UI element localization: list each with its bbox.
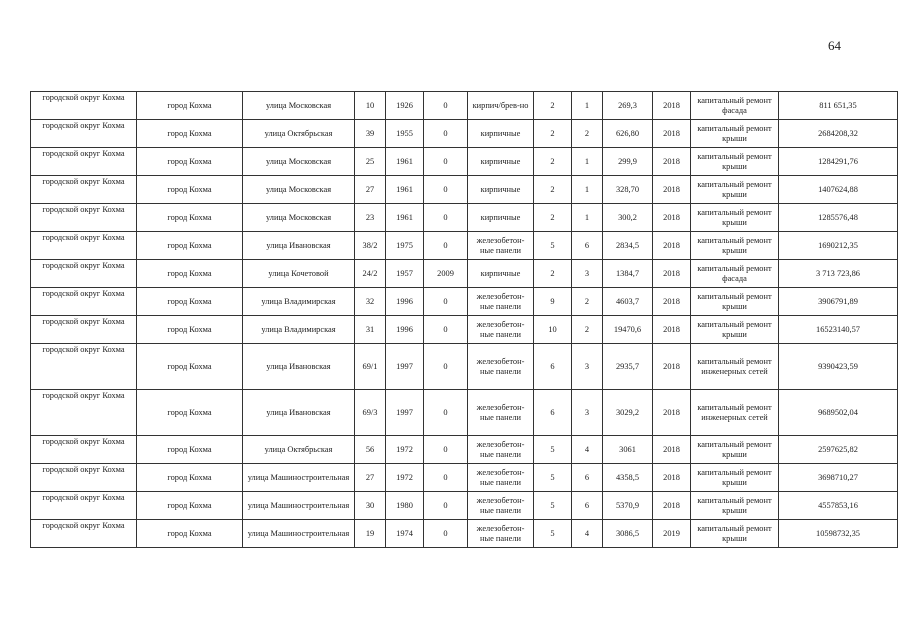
cell-ulica: улица Московская <box>243 176 355 204</box>
cell-reconstruction-year: 0 <box>424 464 468 492</box>
cell-gorod: город Кохма <box>137 120 243 148</box>
cell-build-year: 1955 <box>386 120 424 148</box>
cell-gorod: город Кохма <box>137 492 243 520</box>
cell-repair-type: капитальный ремонт фасада <box>691 92 779 120</box>
cell-okrug: городской округ Кохма <box>31 344 137 390</box>
cell-floors: 5 <box>534 436 572 464</box>
cell-reconstruction-year: 0 <box>424 204 468 232</box>
cell-repair-type: капитальный ремонт крыши <box>691 436 779 464</box>
cell-build-year: 1975 <box>386 232 424 260</box>
cell-ulica: улица Владимирская <box>243 316 355 344</box>
cell-area: 19470,6 <box>603 316 653 344</box>
cell-floors: 2 <box>534 260 572 288</box>
cell-build-year: 1980 <box>386 492 424 520</box>
table-row <box>31 260 898 288</box>
cell-wall-material: железобетон-ные панели <box>468 316 534 344</box>
housing-repair-table <box>30 91 898 548</box>
cell-repair-type: капитальный ремонт крыши <box>691 232 779 260</box>
cell-wall-material: железобетон-ные панели <box>468 520 534 548</box>
cell-entrances: 6 <box>572 492 603 520</box>
cell-okrug: городской округ Кохма <box>31 232 137 260</box>
cell-ulica: улица Октябрьская <box>243 436 355 464</box>
table-row <box>31 316 898 344</box>
cell-gorod: город Кохма <box>137 260 243 288</box>
cell-cost: 10598732,35 <box>779 520 898 548</box>
cell-build-year: 1972 <box>386 464 424 492</box>
cell-wall-material: железобетон-ные панели <box>468 288 534 316</box>
cell-gorod: город Кохма <box>137 176 243 204</box>
cell-entrances: 4 <box>572 520 603 548</box>
cell-area: 300,2 <box>603 204 653 232</box>
table-row <box>31 148 898 176</box>
cell-entrances: 4 <box>572 436 603 464</box>
cell-area: 2935,7 <box>603 344 653 390</box>
cell-gorod: город Кохма <box>137 204 243 232</box>
table-row <box>31 204 898 232</box>
cell-ulica: улица Машиностроительная <box>243 464 355 492</box>
cell-wall-material: кирпичные <box>468 204 534 232</box>
cell-cost: 16523140,57 <box>779 316 898 344</box>
cell-area: 4358,5 <box>603 464 653 492</box>
cell-repair-year: 2019 <box>653 520 691 548</box>
cell-area: 328,70 <box>603 176 653 204</box>
cell-reconstruction-year: 0 <box>424 92 468 120</box>
cell-okrug: городской округ Кохма <box>31 464 137 492</box>
cell-build-year: 1996 <box>386 288 424 316</box>
cell-area: 1384,7 <box>603 260 653 288</box>
cell-okrug: городской округ Кохма <box>31 390 137 436</box>
cell-floors: 2 <box>534 92 572 120</box>
cell-cost: 1407624,88 <box>779 176 898 204</box>
cell-entrances: 3 <box>572 390 603 436</box>
cell-repair-year: 2018 <box>653 436 691 464</box>
cell-okrug: городской округ Кохма <box>31 148 137 176</box>
cell-house-number: 24/2 <box>355 260 386 288</box>
cell-repair-type: капитальный ремонт крыши <box>691 464 779 492</box>
cell-house-number: 25 <box>355 148 386 176</box>
cell-entrances: 2 <box>572 288 603 316</box>
cell-gorod: город Кохма <box>137 232 243 260</box>
cell-area: 3029,2 <box>603 390 653 436</box>
cell-area: 3061 <box>603 436 653 464</box>
cell-cost: 3698710,27 <box>779 464 898 492</box>
cell-reconstruction-year: 0 <box>424 520 468 548</box>
cell-okrug: городской округ Кохма <box>31 520 137 548</box>
cell-floors: 5 <box>534 232 572 260</box>
cell-gorod: город Кохма <box>137 464 243 492</box>
cell-repair-year: 2018 <box>653 316 691 344</box>
cell-build-year: 1996 <box>386 316 424 344</box>
cell-floors: 2 <box>534 120 572 148</box>
cell-cost: 3906791,89 <box>779 288 898 316</box>
cell-house-number: 38/2 <box>355 232 386 260</box>
cell-wall-material: кирпичные <box>468 260 534 288</box>
cell-reconstruction-year: 0 <box>424 436 468 464</box>
cell-cost: 1284291,76 <box>779 148 898 176</box>
cell-repair-year: 2018 <box>653 390 691 436</box>
cell-repair-type: капитальный ремонт крыши <box>691 316 779 344</box>
cell-build-year: 1926 <box>386 92 424 120</box>
cell-area: 299,9 <box>603 148 653 176</box>
cell-repair-type: капитальный ремонт крыши <box>691 520 779 548</box>
cell-floors: 5 <box>534 492 572 520</box>
cell-repair-type: капитальный ремонт крыши <box>691 120 779 148</box>
cell-cost: 9390423,59 <box>779 344 898 390</box>
cell-floors: 10 <box>534 316 572 344</box>
cell-cost: 2597625,82 <box>779 436 898 464</box>
cell-house-number: 69/1 <box>355 344 386 390</box>
cell-cost: 3 713 723,86 <box>779 260 898 288</box>
cell-entrances: 2 <box>572 120 603 148</box>
cell-repair-type: капитальный ремонт фасада <box>691 260 779 288</box>
cell-repair-year: 2018 <box>653 148 691 176</box>
cell-repair-type: капитальный ремонт крыши <box>691 148 779 176</box>
cell-build-year: 1961 <box>386 176 424 204</box>
cell-build-year: 1961 <box>386 148 424 176</box>
cell-wall-material: железобетон-ные панели <box>468 436 534 464</box>
cell-repair-year: 2018 <box>653 176 691 204</box>
cell-repair-year: 2018 <box>653 344 691 390</box>
cell-wall-material: железобетон-ные панели <box>468 232 534 260</box>
cell-reconstruction-year: 2009 <box>424 260 468 288</box>
table-row <box>31 120 898 148</box>
cell-area: 269,3 <box>603 92 653 120</box>
cell-gorod: город Кохма <box>137 316 243 344</box>
cell-gorod: город Кохма <box>137 390 243 436</box>
cell-ulica: улица Ивановская <box>243 344 355 390</box>
cell-repair-year: 2018 <box>653 288 691 316</box>
cell-wall-material: железобетон-ные панели <box>468 464 534 492</box>
cell-build-year: 1957 <box>386 260 424 288</box>
table-row <box>31 344 898 390</box>
cell-cost: 9689502,04 <box>779 390 898 436</box>
cell-repair-type: капитальный ремонт крыши <box>691 176 779 204</box>
cell-build-year: 1974 <box>386 520 424 548</box>
table-row <box>31 288 898 316</box>
cell-cost: 1285576,48 <box>779 204 898 232</box>
cell-gorod: город Кохма <box>137 436 243 464</box>
cell-floors: 6 <box>534 344 572 390</box>
cell-wall-material: кирпичные <box>468 120 534 148</box>
cell-ulica: улица Владимирская <box>243 288 355 316</box>
cell-ulica: улица Кочетовой <box>243 260 355 288</box>
cell-reconstruction-year: 0 <box>424 148 468 176</box>
cell-wall-material: кирпичные <box>468 148 534 176</box>
cell-area: 626,80 <box>603 120 653 148</box>
cell-repair-year: 2018 <box>653 232 691 260</box>
cell-house-number: 10 <box>355 92 386 120</box>
cell-repair-type: капитальный ремонт крыши <box>691 204 779 232</box>
cell-reconstruction-year: 0 <box>424 120 468 148</box>
cell-okrug: городской округ Кохма <box>31 176 137 204</box>
cell-repair-year: 2018 <box>653 120 691 148</box>
cell-reconstruction-year: 0 <box>424 492 468 520</box>
cell-floors: 6 <box>534 390 572 436</box>
table-row <box>31 464 898 492</box>
cell-ulica: улица Ивановская <box>243 232 355 260</box>
cell-repair-year: 2018 <box>653 260 691 288</box>
cell-ulica: улица Машиностроительная <box>243 520 355 548</box>
cell-floors: 2 <box>534 176 572 204</box>
table-body <box>31 92 898 548</box>
cell-area: 3086,5 <box>603 520 653 548</box>
cell-house-number: 69/3 <box>355 390 386 436</box>
cell-house-number: 39 <box>355 120 386 148</box>
cell-reconstruction-year: 0 <box>424 232 468 260</box>
cell-entrances: 6 <box>572 232 603 260</box>
cell-okrug: городской округ Кохма <box>31 204 137 232</box>
cell-house-number: 32 <box>355 288 386 316</box>
cell-gorod: город Кохма <box>137 288 243 316</box>
cell-ulica: улица Московская <box>243 148 355 176</box>
cell-okrug: городской округ Кохма <box>31 120 137 148</box>
cell-ulica: улица Октябрьская <box>243 120 355 148</box>
cell-area: 4603,7 <box>603 288 653 316</box>
cell-reconstruction-year: 0 <box>424 390 468 436</box>
cell-house-number: 30 <box>355 492 386 520</box>
cell-reconstruction-year: 0 <box>424 344 468 390</box>
cell-house-number: 27 <box>355 176 386 204</box>
cell-okrug: городской округ Кохма <box>31 316 137 344</box>
table-row <box>31 92 898 120</box>
cell-entrances: 1 <box>572 176 603 204</box>
cell-cost: 811 651,35 <box>779 92 898 120</box>
cell-floors: 2 <box>534 204 572 232</box>
cell-gorod: город Кохма <box>137 148 243 176</box>
cell-gorod: город Кохма <box>137 344 243 390</box>
cell-entrances: 3 <box>572 344 603 390</box>
cell-area: 2834,5 <box>603 232 653 260</box>
cell-entrances: 2 <box>572 316 603 344</box>
cell-build-year: 1997 <box>386 344 424 390</box>
cell-floors: 9 <box>534 288 572 316</box>
cell-entrances: 1 <box>572 92 603 120</box>
cell-build-year: 1961 <box>386 204 424 232</box>
cell-build-year: 1997 <box>386 390 424 436</box>
table-row <box>31 176 898 204</box>
cell-okrug: городской округ Кохма <box>31 288 137 316</box>
cell-entrances: 3 <box>572 260 603 288</box>
cell-cost: 1690212,35 <box>779 232 898 260</box>
cell-wall-material: железобетон-ные панели <box>468 344 534 390</box>
cell-floors: 5 <box>534 464 572 492</box>
cell-wall-material: кирпич/брев-но <box>468 92 534 120</box>
table-row <box>31 390 898 436</box>
cell-okrug: городской округ Кохма <box>31 92 137 120</box>
cell-gorod: город Кохма <box>137 92 243 120</box>
cell-repair-year: 2018 <box>653 204 691 232</box>
cell-okrug: городской округ Кохма <box>31 260 137 288</box>
cell-house-number: 23 <box>355 204 386 232</box>
cell-reconstruction-year: 0 <box>424 176 468 204</box>
cell-repair-year: 2018 <box>653 92 691 120</box>
cell-okrug: городской округ Кохма <box>31 436 137 464</box>
cell-ulica: улица Машиностроительная <box>243 492 355 520</box>
cell-cost: 2684208,32 <box>779 120 898 148</box>
cell-build-year: 1972 <box>386 436 424 464</box>
cell-area: 5370,9 <box>603 492 653 520</box>
cell-wall-material: железобетон-ные панели <box>468 492 534 520</box>
cell-repair-year: 2018 <box>653 492 691 520</box>
cell-wall-material: кирпичные <box>468 176 534 204</box>
cell-okrug: городской округ Кохма <box>31 492 137 520</box>
cell-entrances: 6 <box>572 464 603 492</box>
cell-ulica: улица Ивановская <box>243 390 355 436</box>
table-row <box>31 492 898 520</box>
cell-house-number: 19 <box>355 520 386 548</box>
cell-entrances: 1 <box>572 204 603 232</box>
cell-floors: 2 <box>534 148 572 176</box>
cell-floors: 5 <box>534 520 572 548</box>
table-row <box>31 232 898 260</box>
cell-reconstruction-year: 0 <box>424 316 468 344</box>
cell-gorod: город Кохма <box>137 520 243 548</box>
cell-house-number: 27 <box>355 464 386 492</box>
cell-repair-type: капитальный ремонт крыши <box>691 288 779 316</box>
table-row <box>31 436 898 464</box>
cell-repair-year: 2018 <box>653 464 691 492</box>
cell-repair-type: капитальный ремонт крыши <box>691 492 779 520</box>
cell-wall-material: железобетон-ные панели <box>468 390 534 436</box>
cell-entrances: 1 <box>572 148 603 176</box>
cell-repair-type: капитальный ремонт инженерных сетей <box>691 344 779 390</box>
cell-repair-type: капитальный ремонт инженерных сетей <box>691 390 779 436</box>
page-number: 64 <box>828 38 841 53</box>
cell-ulica: улица Московская <box>243 204 355 232</box>
cell-ulica: улица Московская <box>243 92 355 120</box>
cell-reconstruction-year: 0 <box>424 288 468 316</box>
cell-house-number: 56 <box>355 436 386 464</box>
cell-cost: 4557853,16 <box>779 492 898 520</box>
table-row <box>31 520 898 548</box>
cell-house-number: 31 <box>355 316 386 344</box>
